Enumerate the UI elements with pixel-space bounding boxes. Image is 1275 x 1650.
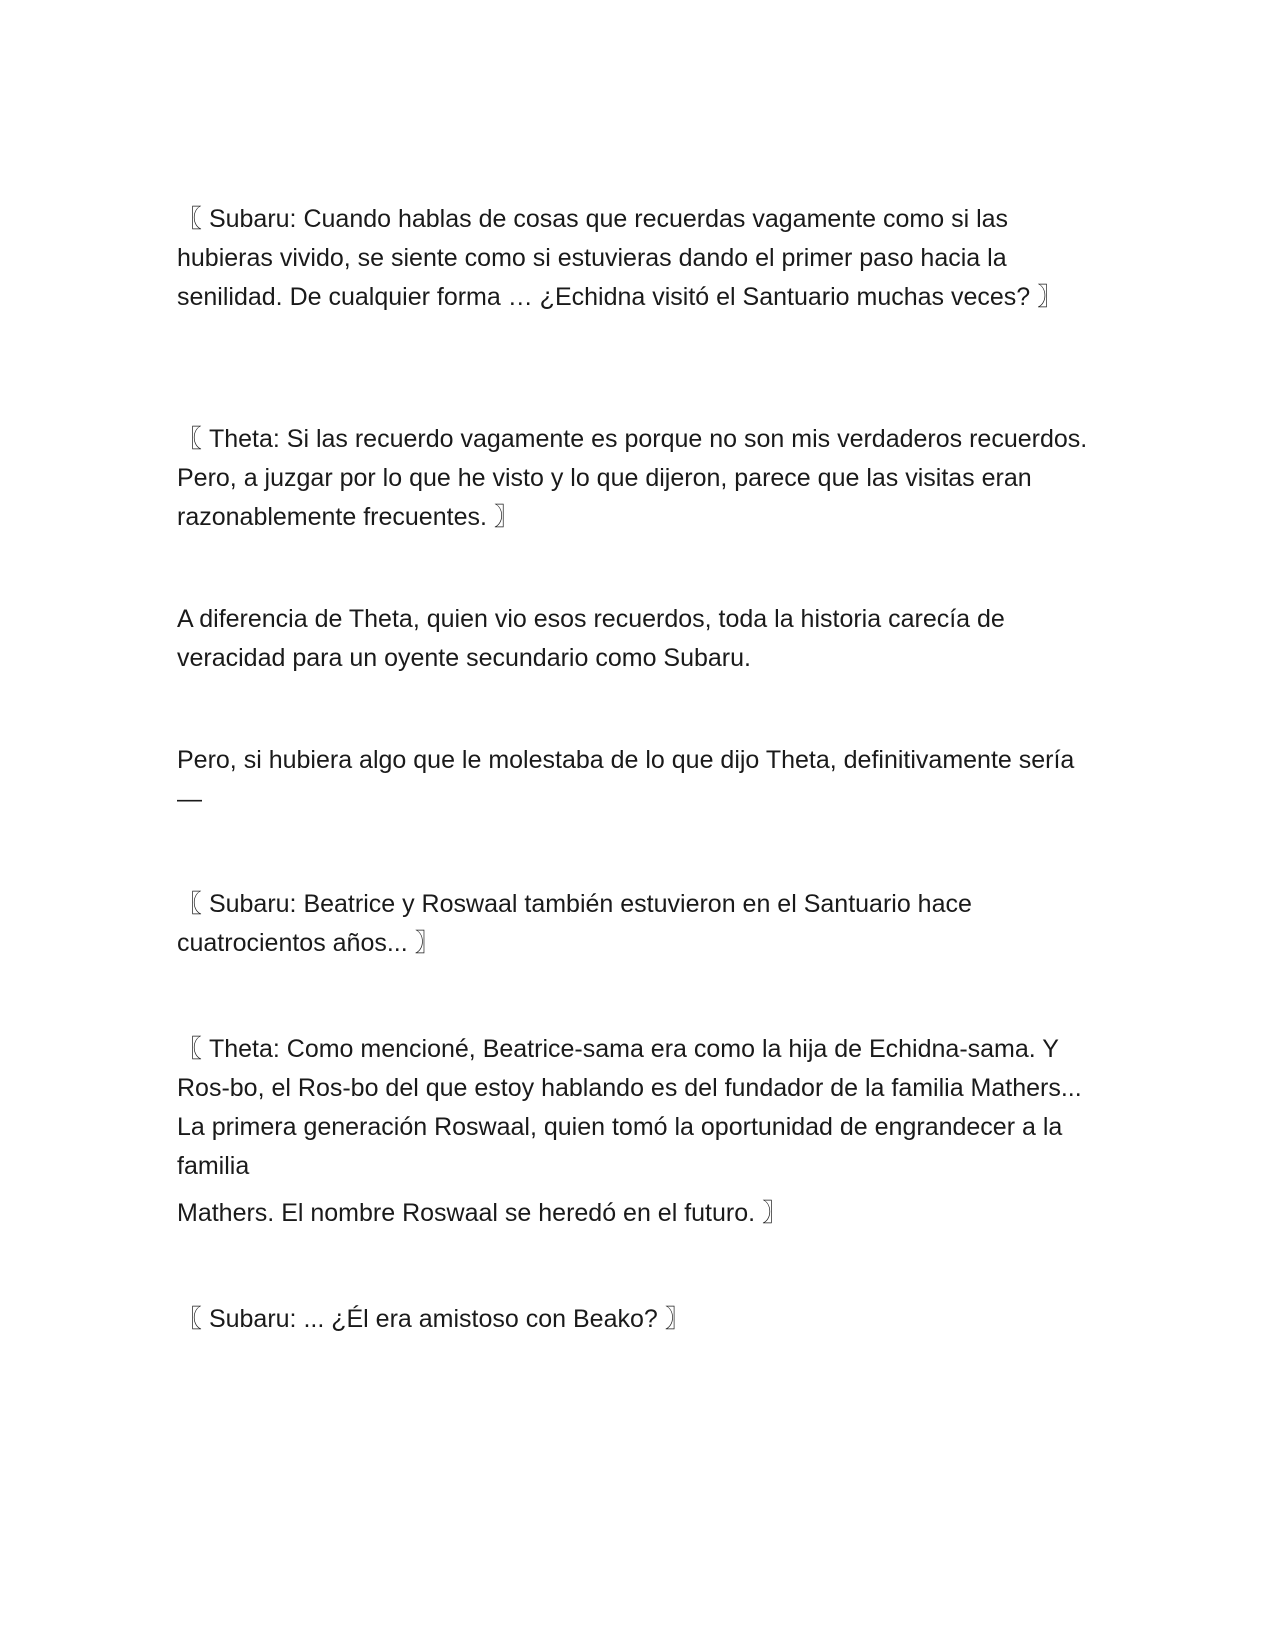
dialogue-subaru-senility: 〖 Subaru: Cuando hablas de cosas que recuerdas vagamente como si las hubieras vivido, se siente como si estuvieras dando el primer paso hacia la senilidad. De cualquier forma … ¿Echidna visitó el Santuario muchas veces? 〗 [177,205,1063,311]
dialogue-subaru-four-hundred-years: 〖 Subaru: Beatrice y Roswaal también estuvieron en el Santuario hace cuatrocientos años... 〗 [177,890,979,957]
dialogue-theta-mathers-continued: Mathers. El nombre Roswaal se heredó en el futuro. 〗 [177,1199,788,1227]
narration-veracity: A diferencia de Theta, quien vio esos recuerdos, toda la historia carecía de veracidad para un oyente secundario como Subaru. [177,605,1012,672]
narration-bothered: Pero, si hubiera algo que le molestaba de lo que dijo Theta, definitivamente sería— [177,746,1075,813]
dialogue-theta-memories: 〖 Theta: Si las recuerdo vagamente es porque no son mis verdaderos recuerdos. Pero, a juzgar por lo que he visto y lo que dijeron, parece que las visitas eran razonablemente frecuentes. 〗 [177,425,1095,531]
dialogue-theta-mathers: 〖 Theta: Como mencioné, Beatrice-sama era como la hija de Echidna-sama. Y Ros-bo, el Ros-bo del que estoy hablando es del fundador de la familia Mathers... La primera generación Roswaal, quien tomó la oportunidad de engrandecer a la familia [177,1035,1089,1180]
dialogue-subaru-beako: 〖 Subaru: ... ¿Él era amistoso con Beako? 〗 [177,1305,690,1333]
